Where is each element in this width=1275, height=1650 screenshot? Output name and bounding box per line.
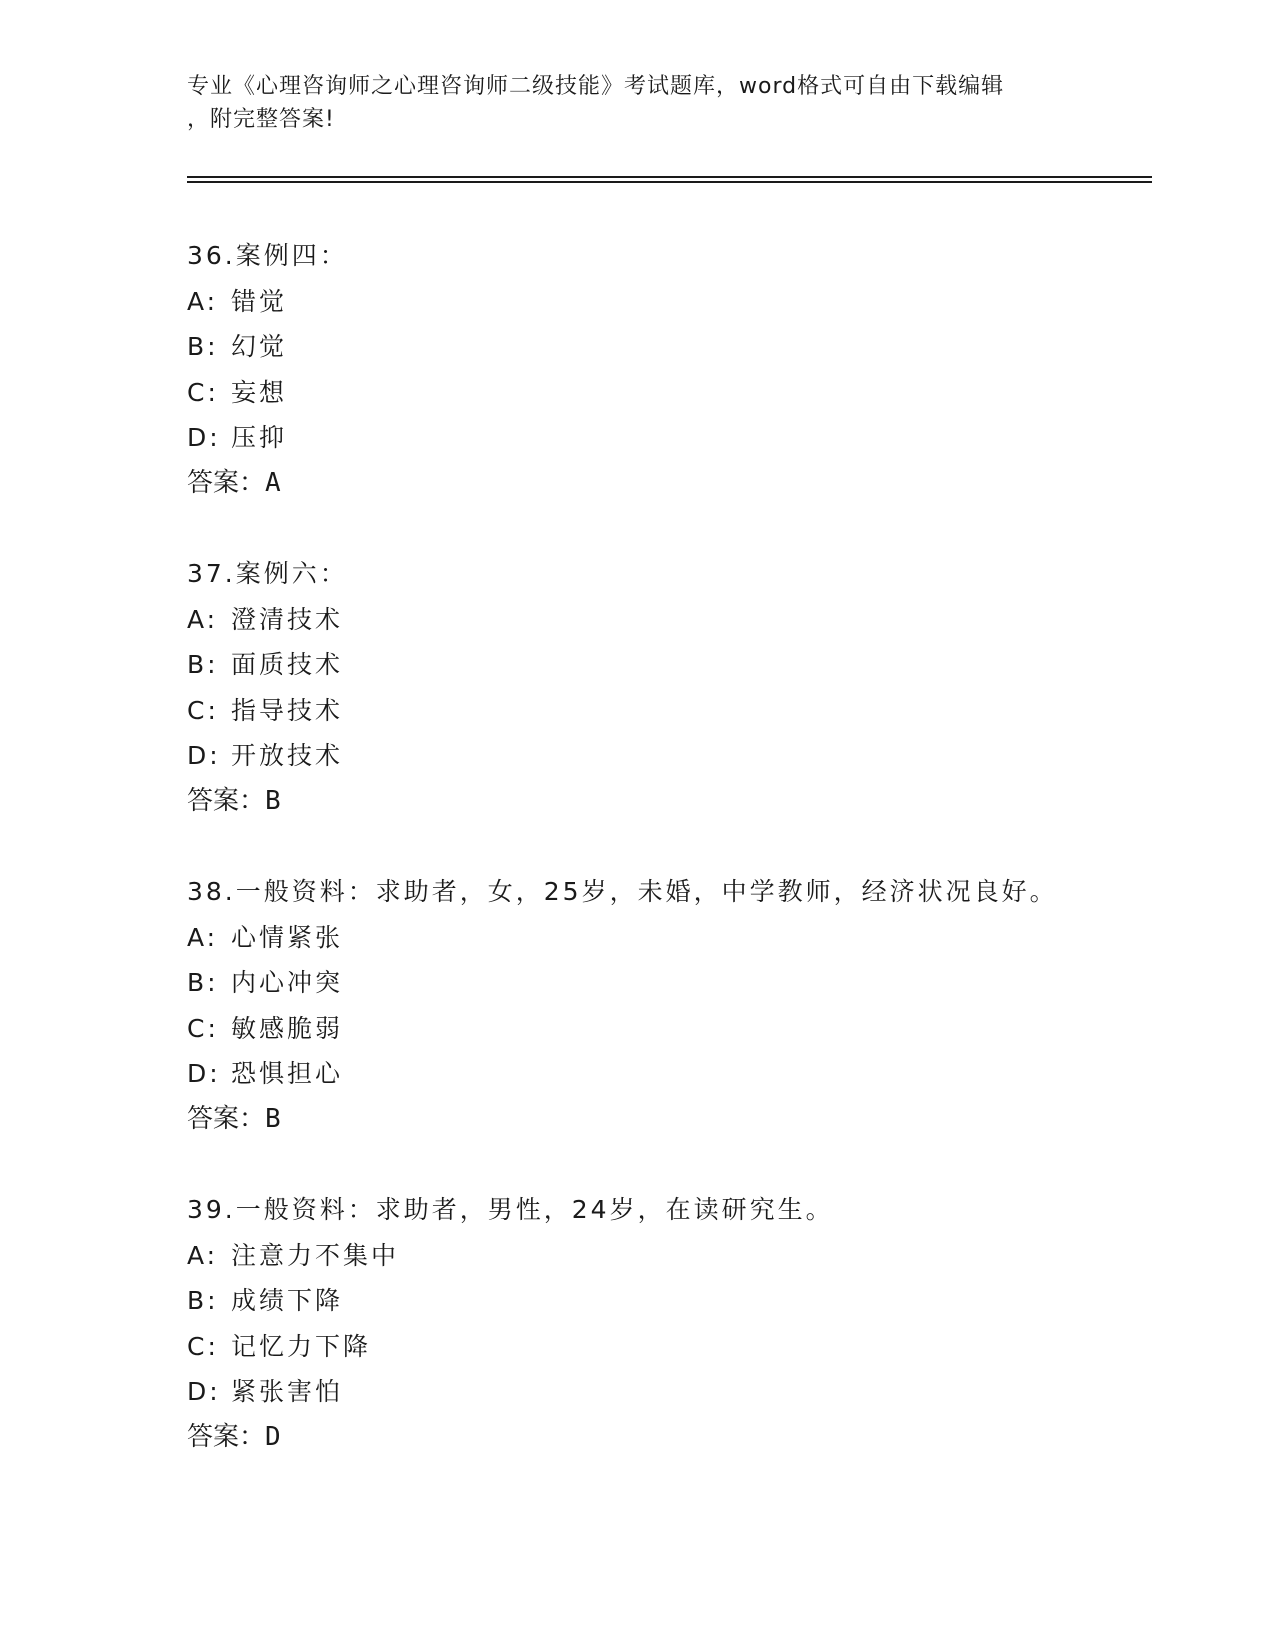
option-d (187, 733, 1147, 779)
option-a (187, 1233, 1147, 1279)
answer-label: 答案： (187, 785, 266, 816)
option-letter: C: (187, 377, 219, 407)
option-b (187, 1278, 1147, 1324)
answer-line (187, 461, 1147, 507)
option-text: 错觉 (231, 286, 288, 316)
option-c (187, 688, 1147, 734)
option-a (187, 597, 1147, 643)
question-39 (187, 1187, 1147, 1460)
answer-line (187, 1097, 1147, 1143)
option-b (187, 324, 1147, 370)
option-letter: B: (187, 332, 219, 361)
option-text: 妄想 (231, 377, 288, 407)
option-text: 开放技术 (231, 741, 344, 770)
answer-value: A (265, 467, 281, 498)
answer-value: B (265, 785, 281, 816)
option-letter: C: (187, 695, 219, 725)
option-text: 敏感脆弱 (231, 1013, 344, 1043)
option-text: 注意力不集中 (231, 1240, 400, 1270)
option-d (187, 1051, 1147, 1097)
answer-line (187, 1415, 1147, 1461)
answer-value: D (265, 1421, 281, 1452)
option-b (187, 960, 1147, 1006)
header-divider-bottom (187, 181, 1152, 183)
option-letter: A: (187, 604, 219, 634)
option-letter: B: (187, 968, 219, 997)
option-letter: C: (187, 1013, 219, 1043)
option-letter: A: (187, 1240, 219, 1270)
option-d (187, 415, 1147, 461)
option-a (187, 915, 1147, 961)
option-c (187, 370, 1147, 416)
option-a (187, 279, 1147, 325)
option-text: 内心冲突 (231, 968, 344, 997)
question-38 (187, 869, 1147, 1142)
option-letter: D: (187, 1059, 221, 1088)
option-text: 指导技术 (231, 695, 344, 725)
answer-line (187, 779, 1147, 825)
question-stem: 39.一般资料：求助者，男性，24岁，在读研究生。 (187, 1195, 834, 1224)
option-letter: B: (187, 1286, 219, 1315)
answer-label: 答案： (187, 467, 266, 498)
question-stem: 37.案例六： (187, 559, 348, 588)
option-text: 面质技术 (231, 650, 344, 679)
option-text: 幻觉 (231, 332, 288, 361)
option-text: 心情紧张 (231, 922, 344, 952)
question-37 (187, 551, 1147, 824)
question-stem: 36.案例四： (187, 241, 348, 270)
answer-value: B (265, 1103, 281, 1134)
header-line-1: 专业《心理咨询师之心理咨询师二级技能》考试题库，word格式可自由下载编辑 (187, 74, 1005, 99)
question-list (187, 233, 1147, 1505)
option-d (187, 1369, 1147, 1415)
answer-label: 答案： (187, 1421, 266, 1452)
question-stem: 38.一般资料：求助者，女，25岁，未婚，中学教师，经济状况良好。 (187, 877, 1058, 906)
document-header (187, 70, 1087, 136)
option-c (187, 1006, 1147, 1052)
option-text: 紧张害怕 (231, 1377, 344, 1406)
answer-label: 答案： (187, 1103, 266, 1134)
option-text: 成绩下降 (231, 1286, 344, 1315)
option-c (187, 1324, 1147, 1370)
header-line-2: ，附完整答案! (187, 107, 335, 132)
question-36 (187, 233, 1147, 506)
option-text: 恐惧担心 (231, 1059, 344, 1088)
option-b (187, 642, 1147, 688)
option-letter: D: (187, 423, 221, 452)
option-letter: A: (187, 286, 219, 316)
option-letter: C: (187, 1331, 219, 1361)
option-letter: B: (187, 650, 219, 679)
option-text: 澄清技术 (231, 604, 344, 634)
option-letter: A: (187, 922, 219, 952)
option-text: 记忆力下降 (231, 1331, 372, 1361)
option-letter: D: (187, 741, 221, 770)
header-divider-top (187, 176, 1152, 178)
option-text: 压抑 (231, 423, 288, 452)
option-letter: D: (187, 1377, 221, 1406)
